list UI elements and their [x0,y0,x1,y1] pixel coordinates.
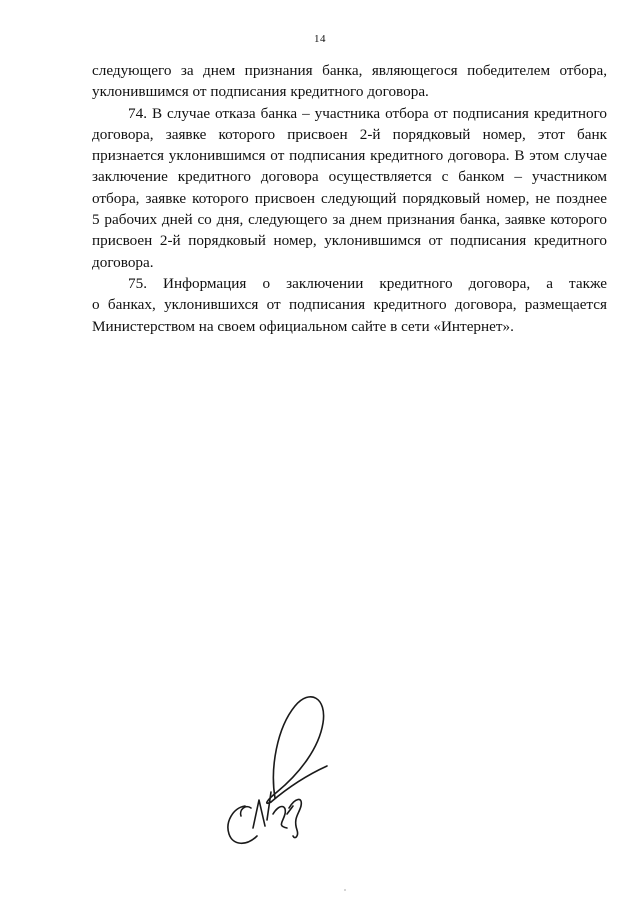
text-line: заключение кредитного договора осуществляется с банком – участником [92,168,607,186]
text-line: 75. Информация о заключении кредитного договора, а также [128,274,607,292]
paragraph-75 [92,273,607,337]
text-line: договора, заявке которого присвоен 2-й порядковый номер, этот банк [92,125,607,143]
paragraph-74 [92,103,607,273]
text-line: Министерством на своем официальном сайте в сети «Интернет». [92,317,514,335]
text-line: о банках, уклонившихся от подписания кредитного договора, размещается [92,296,607,314]
text-line: следующего за днем признания банка, являющегося победителем отбора, [92,62,607,79]
text-line: присвоен 2-й порядковый номер, уклонившимся от подписания кредитного [92,232,607,250]
text-line: 74. В случае отказа банка – участника отбора от подписания кредитного [128,104,607,122]
document-body [92,60,607,337]
paragraph-continuation [92,60,607,103]
text-line: отбора, заявке которого присвоен следующий порядковый номер, не позднее [92,189,607,207]
page-number: 14 [314,33,326,45]
handwritten-signature [215,688,345,868]
scan-artifact [344,889,346,891]
text-line: уклонившимся от подписания кредитного договора. [92,83,429,101]
text-line: 5 рабочих дней со дня, следующего за днем признания банка, заявке которого [92,211,607,229]
text-line: признается уклонившимся от подписания кредитного договора. В этом случае [92,147,607,165]
text-line: договора. [92,253,154,271]
